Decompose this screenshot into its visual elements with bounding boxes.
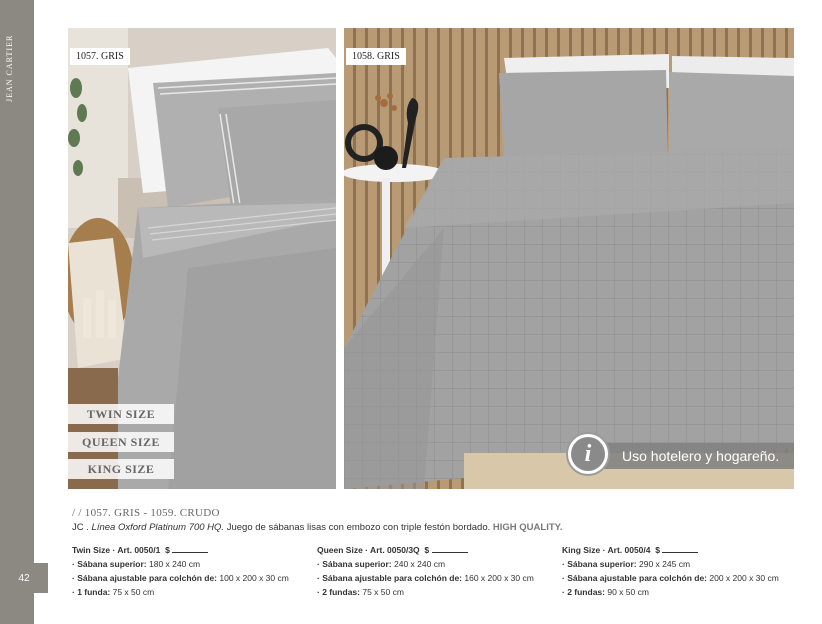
spec-item: · Sábana ajustable para colchón de: 160 x 200 x 30 cm: [317, 573, 534, 583]
spec-item: · 2 fundas: 90 x 50 cm: [562, 587, 649, 597]
side-bar: [0, 0, 34, 624]
size-box-queen: QUEEN SIZE: [68, 432, 174, 452]
usage-badge-text: Uso hotelero y hogareño.: [622, 448, 780, 464]
spec-column-queen: [317, 543, 534, 599]
price-blank: [662, 544, 698, 553]
page-number: 42: [0, 563, 48, 593]
spec-item: · Sábana ajustable para colchón de: 200 x 200 x 30 cm: [562, 573, 779, 583]
spec-title: Queen Size · Art. 0050/3Q: [317, 545, 420, 555]
spec-item: · Sábana superior: 180 x 240 cm: [72, 559, 201, 569]
price-blank: [432, 544, 468, 553]
desc-highlight: HIGH QUALITY.: [492, 522, 563, 533]
product-photo-right: [344, 28, 794, 489]
usage-badge: [566, 432, 794, 480]
price-blank: [172, 544, 208, 553]
price-symbol: $: [165, 545, 170, 555]
size-box-twin: TWIN SIZE: [68, 404, 174, 424]
desc-line: Línea Oxford Platinum 700 HQ.: [91, 522, 225, 533]
spec-title: King Size · Art. 0050/4: [562, 545, 651, 555]
quilted-bed-illustration: [344, 28, 794, 489]
price-symbol: $: [424, 545, 430, 555]
spec-column-twin: [72, 543, 289, 599]
size-box-king: KING SIZE: [68, 459, 174, 479]
desc-prefix: JC .: [72, 522, 92, 533]
spec-column-king: [562, 543, 779, 599]
spec-item: · Sábana superior: 290 x 245 cm: [562, 559, 691, 569]
spec-item: · Sábana superior: 240 x 240 cm: [317, 559, 446, 569]
info-icon: [566, 432, 610, 476]
product-code-left: 1057. GRIS: [70, 48, 130, 65]
spec-item: · 2 fundas: 75 x 50 cm: [317, 587, 404, 597]
product-code-right: 1058. GRIS: [346, 48, 406, 65]
spec-title: Twin Size · Art. 0050/1: [72, 545, 161, 555]
brand-label: JEAN CARTIER: [5, 34, 14, 102]
info-icon-glyph: i: [571, 437, 605, 471]
product-heading: / / 1057. GRIS - 1059. CRUDO: [72, 507, 220, 519]
spec-item: · Sábana ajustable para colchón de: 100 x 200 x 30 cm: [72, 573, 289, 583]
spec-item: · 1 funda: 75 x 50 cm: [72, 587, 155, 597]
product-description: [72, 522, 563, 533]
price-symbol: $: [655, 545, 660, 555]
desc-body: Juego de sábanas lisas con embozo con triple festón bordado.: [224, 522, 493, 533]
